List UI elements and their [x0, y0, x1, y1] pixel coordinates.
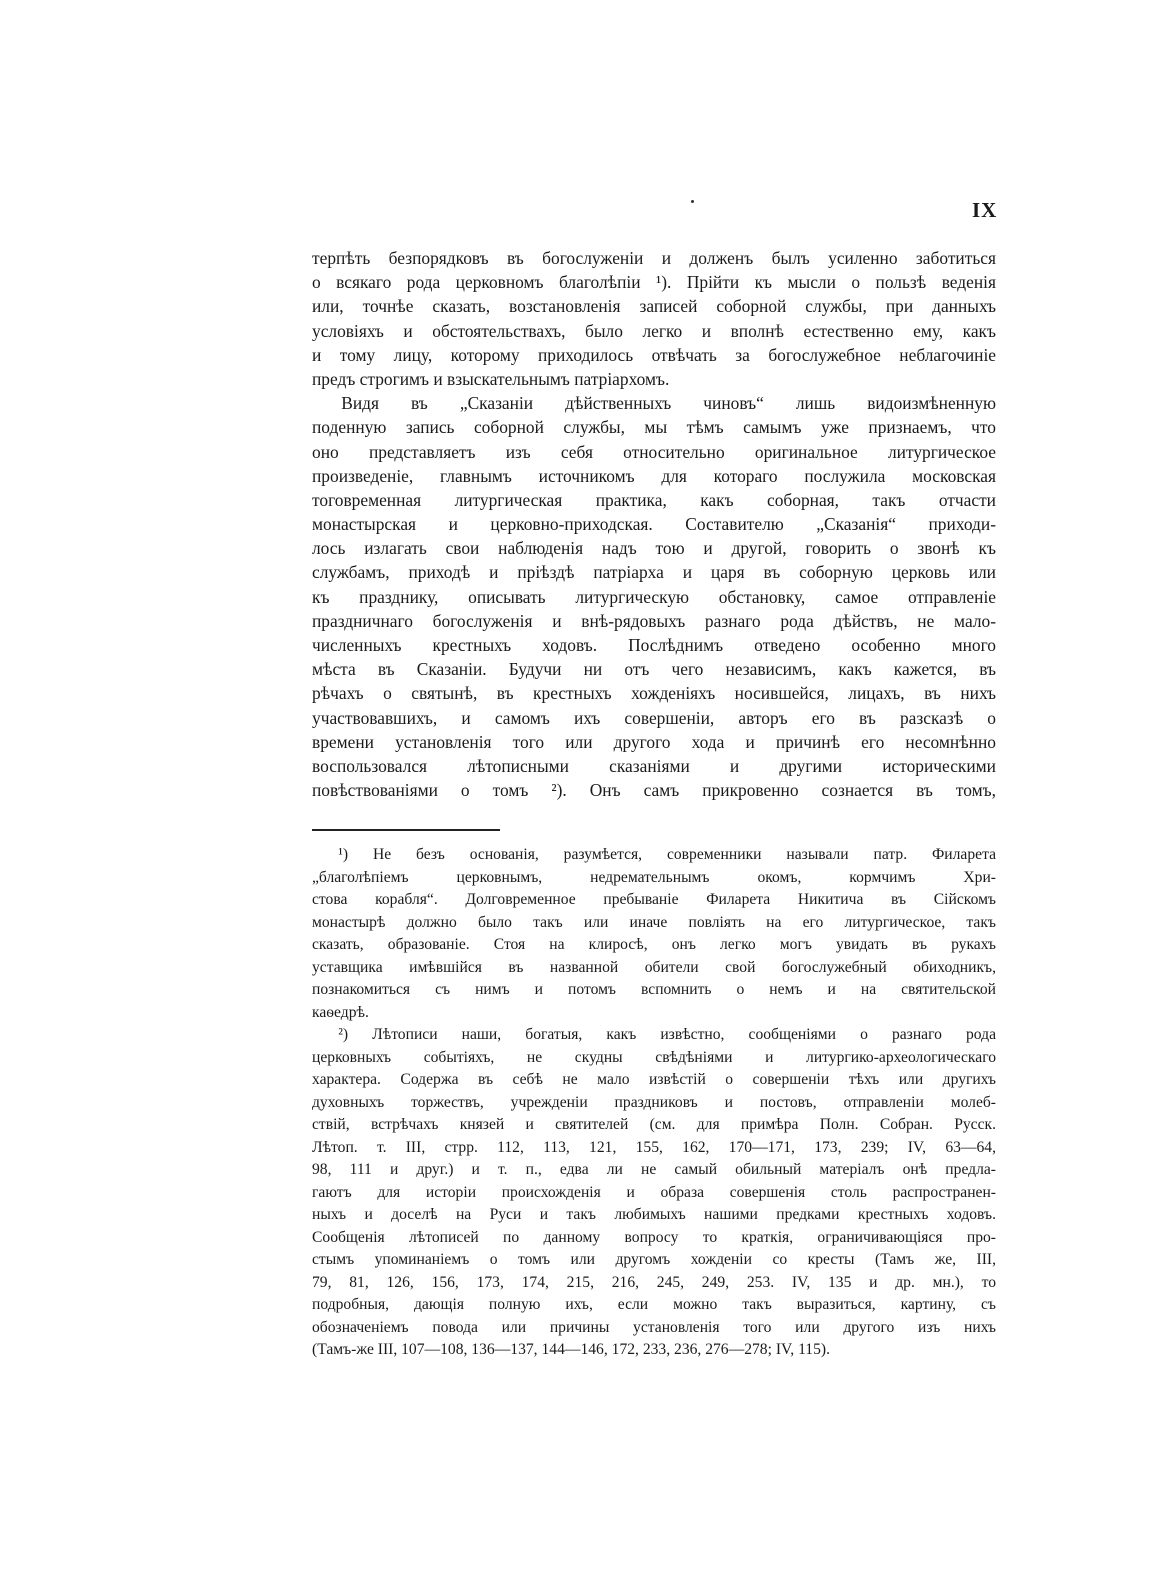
- text-line: произведеніе, главнымъ источникомъ для котораго послужила московская: [312, 465, 996, 486]
- footnote-line: ²) Лѣтописи наши, богатыя, какъ извѣстно, сообщеніями о разнаго рода: [338, 1026, 996, 1043]
- footnote-line: (Тамъ-же III, 107—108, 136—137, 144—146, 172, 233, 236, 276—278; IV, 115).: [312, 1341, 830, 1358]
- text-line: условіяхъ и обстоятельствахъ, было легко и вполнѣ естественно ему, какъ: [312, 320, 996, 341]
- page-number: IX: [972, 198, 998, 222]
- footnote-line: гаютъ для исторіи происхожденія и образа совершенія столь распространен-: [312, 1183, 996, 1201]
- print-speck: [691, 200, 694, 203]
- text-line: терпѣть безпорядковъ въ богослуженіи и долженъ былъ усиленно заботиться: [312, 248, 996, 268]
- footnote-line: 79, 81, 126, 156, 173, 174, 215, 216, 245, 249, 253. IV, 135 и др. мн.), то: [312, 1273, 996, 1291]
- text-line: повѣствованіями о томъ ²). Онъ самъ прикровенно сознается въ томъ,: [312, 780, 996, 801]
- footnote-line: стымъ упоминаніемъ о томъ или другомъ хожденіи со кресты (Тамъ же, III,: [312, 1251, 996, 1268]
- text-line: или, точнѣе сказать, возстановленія записей соборной службы, при данныхъ: [312, 296, 996, 317]
- footnote-line: „благолѣпіемъ церковнымъ, недремательнымъ окомъ, кормчимъ Хри-: [312, 868, 996, 886]
- footnote-line: ¹) Не безъ основанія, разумѣется, современники называли патр. Филарета: [338, 846, 996, 863]
- footnote-line: Лѣтоп. т. III, стрр. 112, 113, 121, 155, 162, 170—171, 173, 239; IV, 63—64,: [312, 1138, 996, 1156]
- footnotes: [312, 844, 996, 1362]
- text-line: рѣчахъ о святынѣ, въ крестныхъ хожденіяхъ носившейся, лицахъ, въ нихъ: [312, 683, 996, 704]
- footnote-line: стова корабля“. Долговременное пребываніе Филарета Никитича въ Сійскомъ: [312, 891, 996, 908]
- text-line: предъ строгимъ и взыскательнымъ патріархомъ.: [312, 368, 670, 389]
- text-line: воспользовался лѣтописными сказаніями и другими историческими: [312, 755, 996, 776]
- footnote-line: подробныя, дающія полную ихъ, если можно такъ выразиться, картину, съ: [312, 1296, 996, 1313]
- footnote-line: церковныхъ событіяхъ, не скудны свѣдѣніями и литургико-археологическаго: [312, 1048, 996, 1066]
- text-line: тоговременная литургическая практика, какъ соборная, такъ отчасти: [312, 489, 996, 510]
- text-line: службамъ, приходѣ и пріѣздѣ патріарха и царя въ соборную церковь или: [312, 562, 996, 583]
- text-line: численныхъ крестныхъ ходовъ. Послѣднимъ отведено особенно много: [312, 635, 996, 655]
- text-line: оно представляетъ изъ себя относительно оригинальное литургическое: [312, 441, 996, 462]
- footnote-line: характера. Содержа въ себѣ не мало извѣстій о совершеніи тѣхъ или другихъ: [312, 1071, 996, 1088]
- text-line: Видя въ „Сказаніи дѣйственныхъ чиновъ“ лишь видоизмѣненную: [341, 393, 996, 414]
- footnote-line: уставщика имѣвшійся въ названной обители свой богослужебный обиходникъ,: [312, 958, 996, 976]
- footnote-line: сказать, образованіе. Стоя на клиросѣ, онъ легко могъ увидать въ рукахъ: [312, 936, 996, 953]
- text-line: праздничнаго богослуженія и внѣ-рядовыхъ разнаго рода дѣйствъ, не мало-: [312, 610, 996, 631]
- text-line: о всякаго рода церковномъ благолѣпіи ¹). Прійти къ мысли о пользѣ веденія: [312, 272, 996, 293]
- text-line: къ празднику, описывать литургическую обстановку, самое отправленіе: [312, 586, 996, 607]
- footnote-line: каѳедрѣ.: [312, 1003, 369, 1021]
- footnote-line: обозначеніемъ повода или причины установленія того или другого изъ нихъ: [312, 1318, 996, 1336]
- footnote-divider: [312, 829, 500, 831]
- text-line: участвовавшихъ, и самомъ ихъ совершеніи, авторъ его въ разсказѣ о: [312, 707, 996, 728]
- text-line: мѣста въ Сказаніи. Будучи ни отъ чего независимъ, какъ кажется, въ: [312, 659, 996, 680]
- footnote-line: Сообщенія лѣтописей по данному вопросу то краткія, ограничивающіяся про-: [312, 1228, 996, 1246]
- footnote-line: 98, 111 и друг.) и т. п., едва ли не самый обильный матеріалъ онѣ предла-: [312, 1161, 996, 1178]
- text-line: монастырская и церковно-приходская. Составителю „Сказанія“ приходи-: [312, 514, 996, 535]
- footnote-line: ствій, встрѣчахъ князей и святителей (см. для примѣра Полн. Собран. Русск.: [312, 1116, 996, 1133]
- text-line: времени установленія того или другого хода и причинѣ его несомнѣнно: [312, 731, 996, 752]
- main-text: [312, 246, 996, 802]
- footnote-line: познакомиться съ нимъ и потомъ вспомнить о немъ и на святительской: [312, 981, 996, 998]
- text-line: лось излагать свои наблюденія надъ тою и другой, говорить о звонѣ къ: [312, 538, 996, 559]
- text-line: поденную запись соборной службы, мы тѣмъ самымъ уже признаемъ, что: [312, 417, 996, 438]
- footnote-line: монастырѣ должно было такъ или иначе повліять на его литургическое, такъ: [312, 913, 996, 931]
- text-line: и тому лицу, которому приходилось отвѣчать за богослужебное неблагочиніе: [312, 344, 996, 365]
- footnote-line: духовныхъ торжествъ, учрежденіи праздниковъ и постовъ, отправленіи молеб-: [312, 1093, 996, 1111]
- footnote-line: ныхъ и доселѣ на Руси и такъ любимыхъ нашими предками крестныхъ ходовъ.: [312, 1206, 996, 1223]
